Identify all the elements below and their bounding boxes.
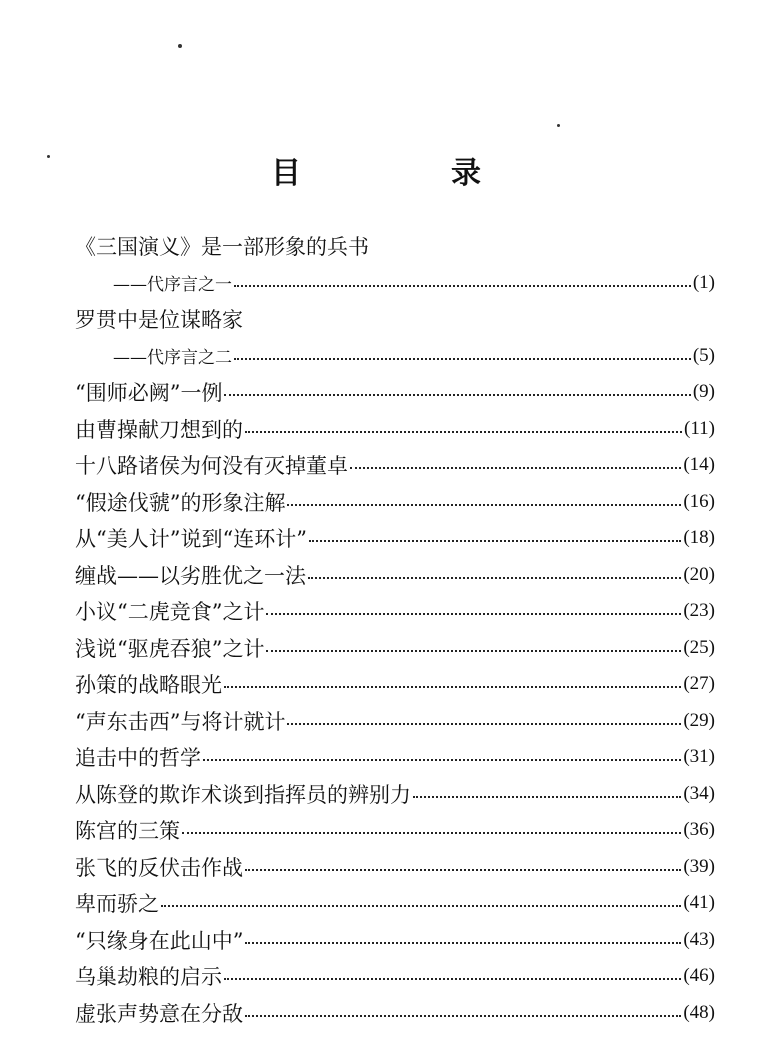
toc-entry-title: 陈宫的三策 (75, 819, 180, 844)
toc-entry-title: 罗贯中是位谋略家 (75, 308, 243, 333)
page-title: 目 录 (271, 156, 541, 191)
toc-page-number: (1) (692, 271, 715, 293)
toc-entry-title: 张飞的反伏击作战 (75, 855, 243, 880)
toc-page-number: (23) (683, 600, 715, 622)
toc-entry (75, 520, 715, 557)
toc-entry-title: “声东击西”与将计就计 (75, 709, 286, 734)
dot-leader (224, 978, 681, 980)
toc-entry (75, 703, 715, 740)
scan-speck (178, 44, 182, 48)
dot-leader (266, 613, 681, 615)
dot-leader (245, 869, 681, 871)
toc-entry (75, 739, 715, 776)
toc-page-number: (27) (683, 673, 715, 695)
toc-page-number: (5) (692, 344, 715, 366)
toc-entry (75, 447, 715, 484)
toc-entry (75, 666, 715, 703)
dot-leader (161, 905, 681, 907)
toc-page-number: (20) (683, 563, 715, 585)
toc-entry-title: ——代序言之二 (113, 348, 232, 369)
toc-subentry (75, 338, 715, 375)
toc-page-number: (31) (683, 746, 715, 768)
toc-entry (75, 630, 715, 667)
dot-leader (350, 467, 681, 469)
toc-entry (75, 776, 715, 813)
toc-entry-title: 十八路诸侯为何没有灭掉董卓 (75, 454, 348, 479)
toc-entry-title: 小议“二虎竞食”之计 (75, 600, 265, 625)
toc-entry-title: 从陈登的欺诈术谈到指挥员的辨别力 (75, 782, 411, 807)
dot-leader (234, 358, 691, 360)
toc-entry (75, 849, 715, 886)
dot-leader (234, 285, 691, 287)
toc-entry-title: 由曹操献刀想到的 (75, 417, 243, 442)
toc-entry (75, 484, 715, 521)
dot-leader (224, 686, 681, 688)
table-of-contents (75, 228, 715, 1031)
toc-entry-title: ——代序言之一 (113, 275, 232, 296)
toc-entry (75, 958, 715, 995)
dot-leader (182, 832, 681, 834)
toc-entry-title: 从“美人计”说到“连环计” (75, 527, 307, 552)
toc-entry-title: 卑而骄之 (75, 892, 159, 917)
toc-entry-title: 《三国演义》是一部形象的兵书 (75, 235, 369, 260)
toc-entry-title: 缠战——以劣胜优之一法 (75, 563, 306, 588)
toc-page-number: (43) (683, 928, 715, 950)
toc-entry-title: “围师必阙”一例 (75, 381, 223, 406)
toc-entry (75, 812, 715, 849)
toc-entry (75, 374, 715, 411)
toc-page-number: (48) (683, 1001, 715, 1023)
toc-page-number: (18) (683, 527, 715, 549)
toc-page-number: (39) (683, 855, 715, 877)
toc-entry (75, 301, 715, 338)
toc-entry-title: 孙策的战略眼光 (75, 673, 222, 698)
dot-leader (224, 394, 690, 396)
dot-leader (245, 942, 681, 944)
dot-leader (266, 650, 681, 652)
toc-page-number: (41) (683, 892, 715, 914)
toc-subentry (75, 265, 715, 302)
toc-entry (75, 411, 715, 448)
toc-entry-title: 浅说“驱虎吞狼”之计 (75, 636, 265, 661)
toc-page-number: (36) (683, 819, 715, 841)
toc-entry (75, 995, 715, 1032)
toc-page-number: (14) (683, 454, 715, 476)
scan-speck (557, 124, 560, 127)
toc-page-number: (46) (683, 965, 715, 987)
toc-entry-title: “假途伐虢”的形象注解 (75, 490, 286, 515)
toc-page-number: (29) (683, 709, 715, 731)
dot-leader (413, 796, 681, 798)
toc-page-number: (11) (684, 417, 715, 439)
toc-page-number: (16) (683, 490, 715, 512)
toc-entry (75, 922, 715, 959)
toc-entry (75, 557, 715, 594)
toc-entry (75, 885, 715, 922)
dot-leader (287, 504, 681, 506)
dot-leader (203, 759, 681, 761)
dot-leader (245, 1015, 681, 1017)
toc-page-number: (25) (683, 636, 715, 658)
toc-entry-title: 乌巢劫粮的启示 (75, 965, 222, 990)
toc-entry-title: “只缘身在此山中” (75, 928, 244, 953)
dot-leader (287, 723, 681, 725)
dot-leader (309, 540, 681, 542)
toc-page-number: (34) (683, 782, 715, 804)
toc-entry (75, 593, 715, 630)
toc-page-number: (9) (692, 381, 715, 403)
toc-entry-title: 追击中的哲学 (75, 746, 201, 771)
toc-entry (75, 228, 715, 265)
dot-leader (308, 577, 681, 579)
toc-entry-title: 虚张声势意在分敌 (75, 1001, 243, 1026)
dot-leader (245, 431, 682, 433)
